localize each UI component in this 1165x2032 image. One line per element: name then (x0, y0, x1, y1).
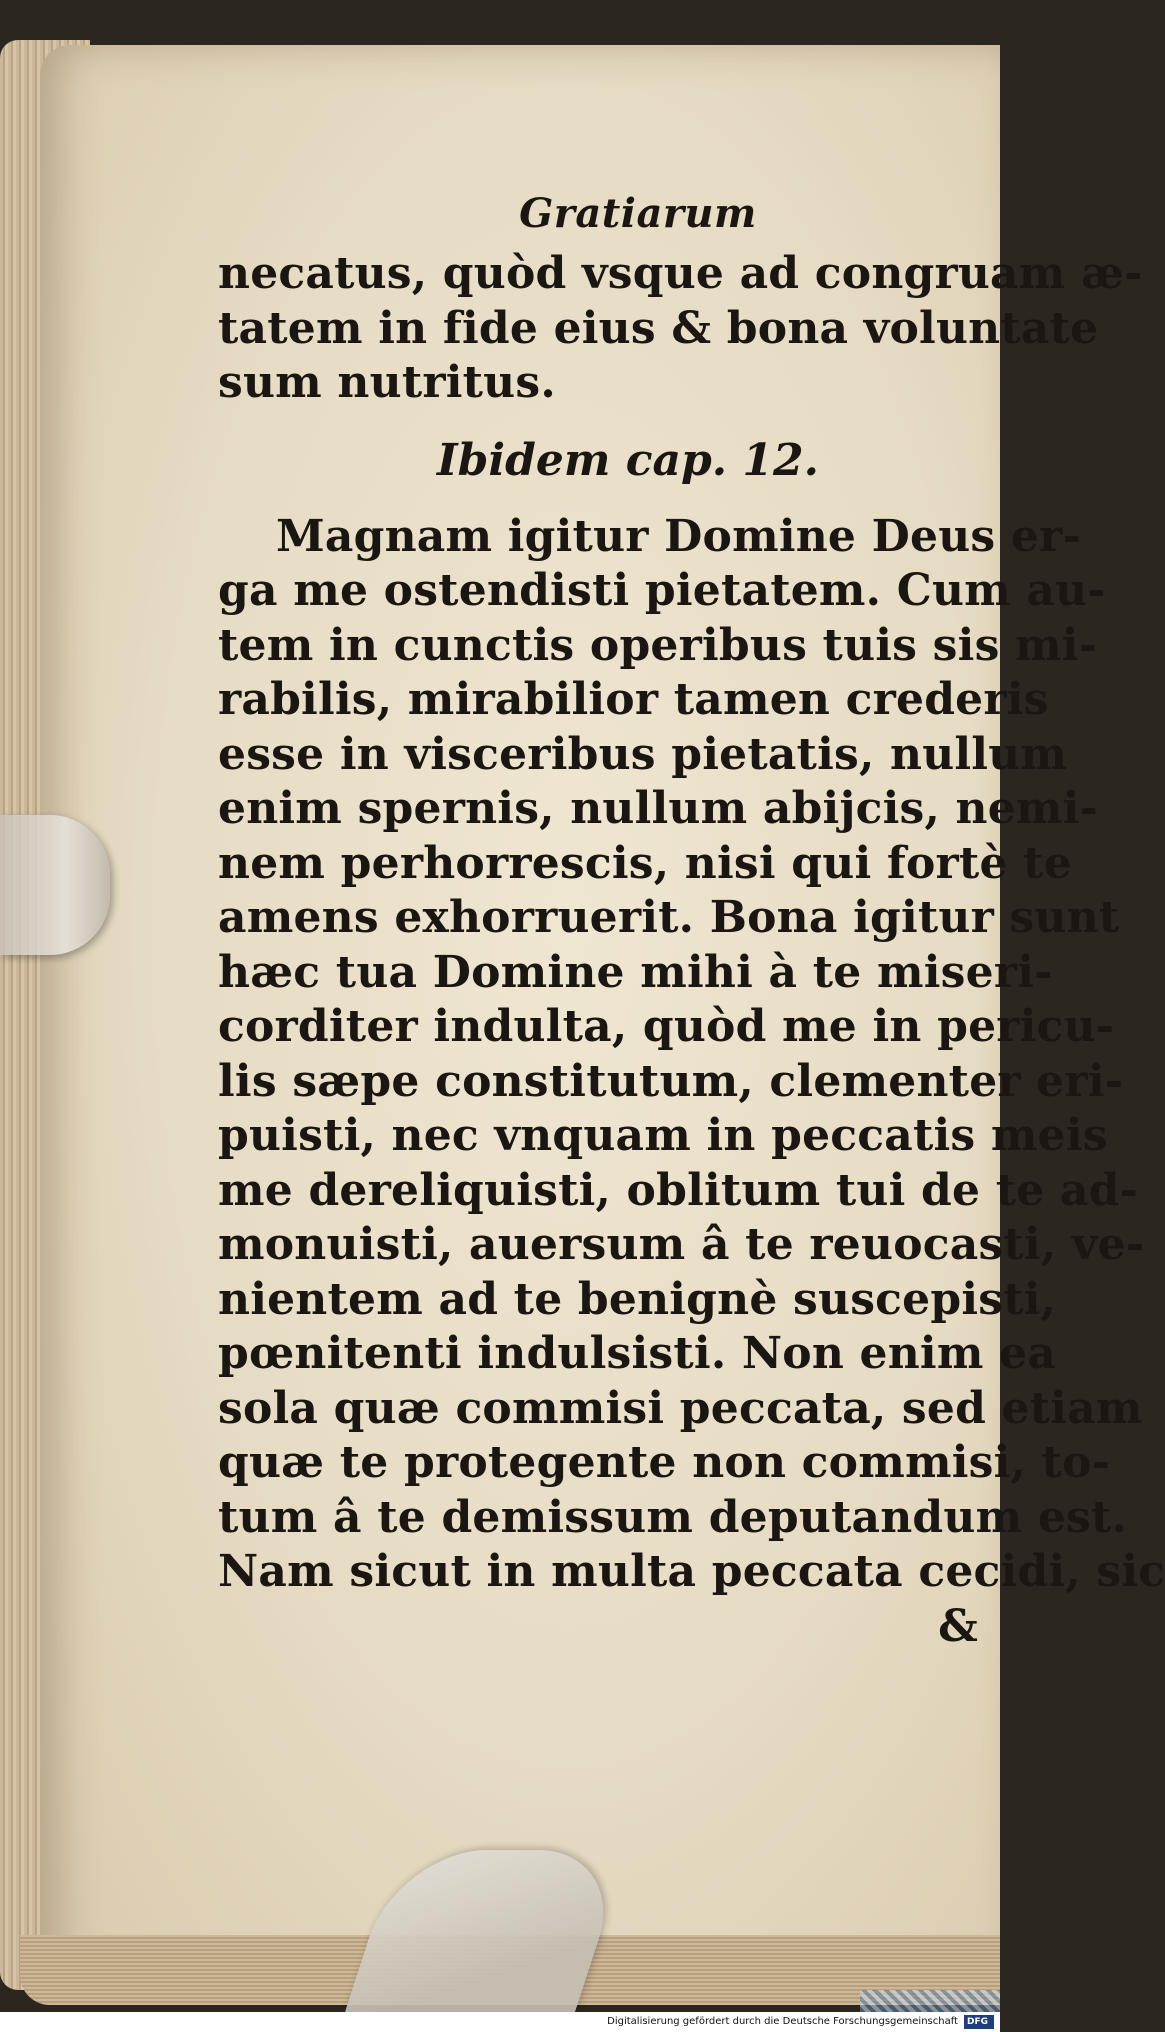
text-line: amens exhorruerit. Bona igitur sunt (218, 892, 1120, 943)
text-line: rabilis, mirabilior tamen crederis (218, 674, 1049, 725)
text-line: pœnitenti indulsisti. Non enim ea (218, 1328, 1057, 1379)
text-line: sola quæ commisi peccata, sed etiam (218, 1382, 1143, 1434)
text-line: necatus, quòd vsque ad congruam æ- (218, 248, 1143, 299)
text-line: me dereliquisti, oblitum tui de te ad- (218, 1164, 1139, 1216)
catchword: & (938, 1600, 978, 1652)
footer-credit: Digitalisierung gefördert durch die Deutsche Forschungsgemeinschaft (607, 2016, 958, 2027)
text-line: ga me ostendisti pietatem. Cum au- (218, 565, 1106, 616)
page-text (218, 150, 1165, 1654)
text-line: sum nutritus. (218, 357, 556, 408)
text-line: tem in cunctis operibus tuis sis mi- (218, 619, 1098, 671)
text-line: nem perhorrescis, nisi qui fortè te (218, 837, 1072, 889)
text-line: hæc tua Domine mihi à te miseri- (218, 946, 1053, 998)
book-clip-left (0, 815, 110, 955)
text-line: tatem in fide eius & bona voluntate (218, 302, 1099, 354)
text-line: lis sæpe constitutum, clementer eri- (218, 1055, 1124, 1107)
section-heading: Ibidem cap. 12. (437, 434, 819, 486)
text-line: Magnam igitur Domine Deus er- (276, 510, 1081, 562)
text-line: enim spernis, nullum abijcis, nemi- (218, 783, 1099, 834)
text-line: quæ te protegente non commisi, to- (218, 1437, 1111, 1488)
digitization-footer (0, 2012, 1000, 2032)
text-line: corditer indulta, quòd me in pericu- (218, 1001, 1115, 1052)
text-line: esse in visceribus pietatis, nullum (218, 728, 1068, 780)
text-line: puisti, nec vnquam in peccatis meis (218, 1110, 1108, 1161)
running-head: Gratiarum (519, 190, 757, 237)
text-line: nientem ad te benignè suscepisti, (218, 1273, 1057, 1325)
text-line: monuisti, auersum â te reuocasti, ve- (218, 1219, 1145, 1270)
dfg-logo-icon: DFG (964, 2015, 994, 2029)
text-line: tum â te demissum deputandum est. (218, 1491, 1128, 1543)
text-line: Nam sicut in multa peccata cecidi, sic (218, 1546, 1165, 1597)
library-stamp (860, 1990, 1000, 2012)
